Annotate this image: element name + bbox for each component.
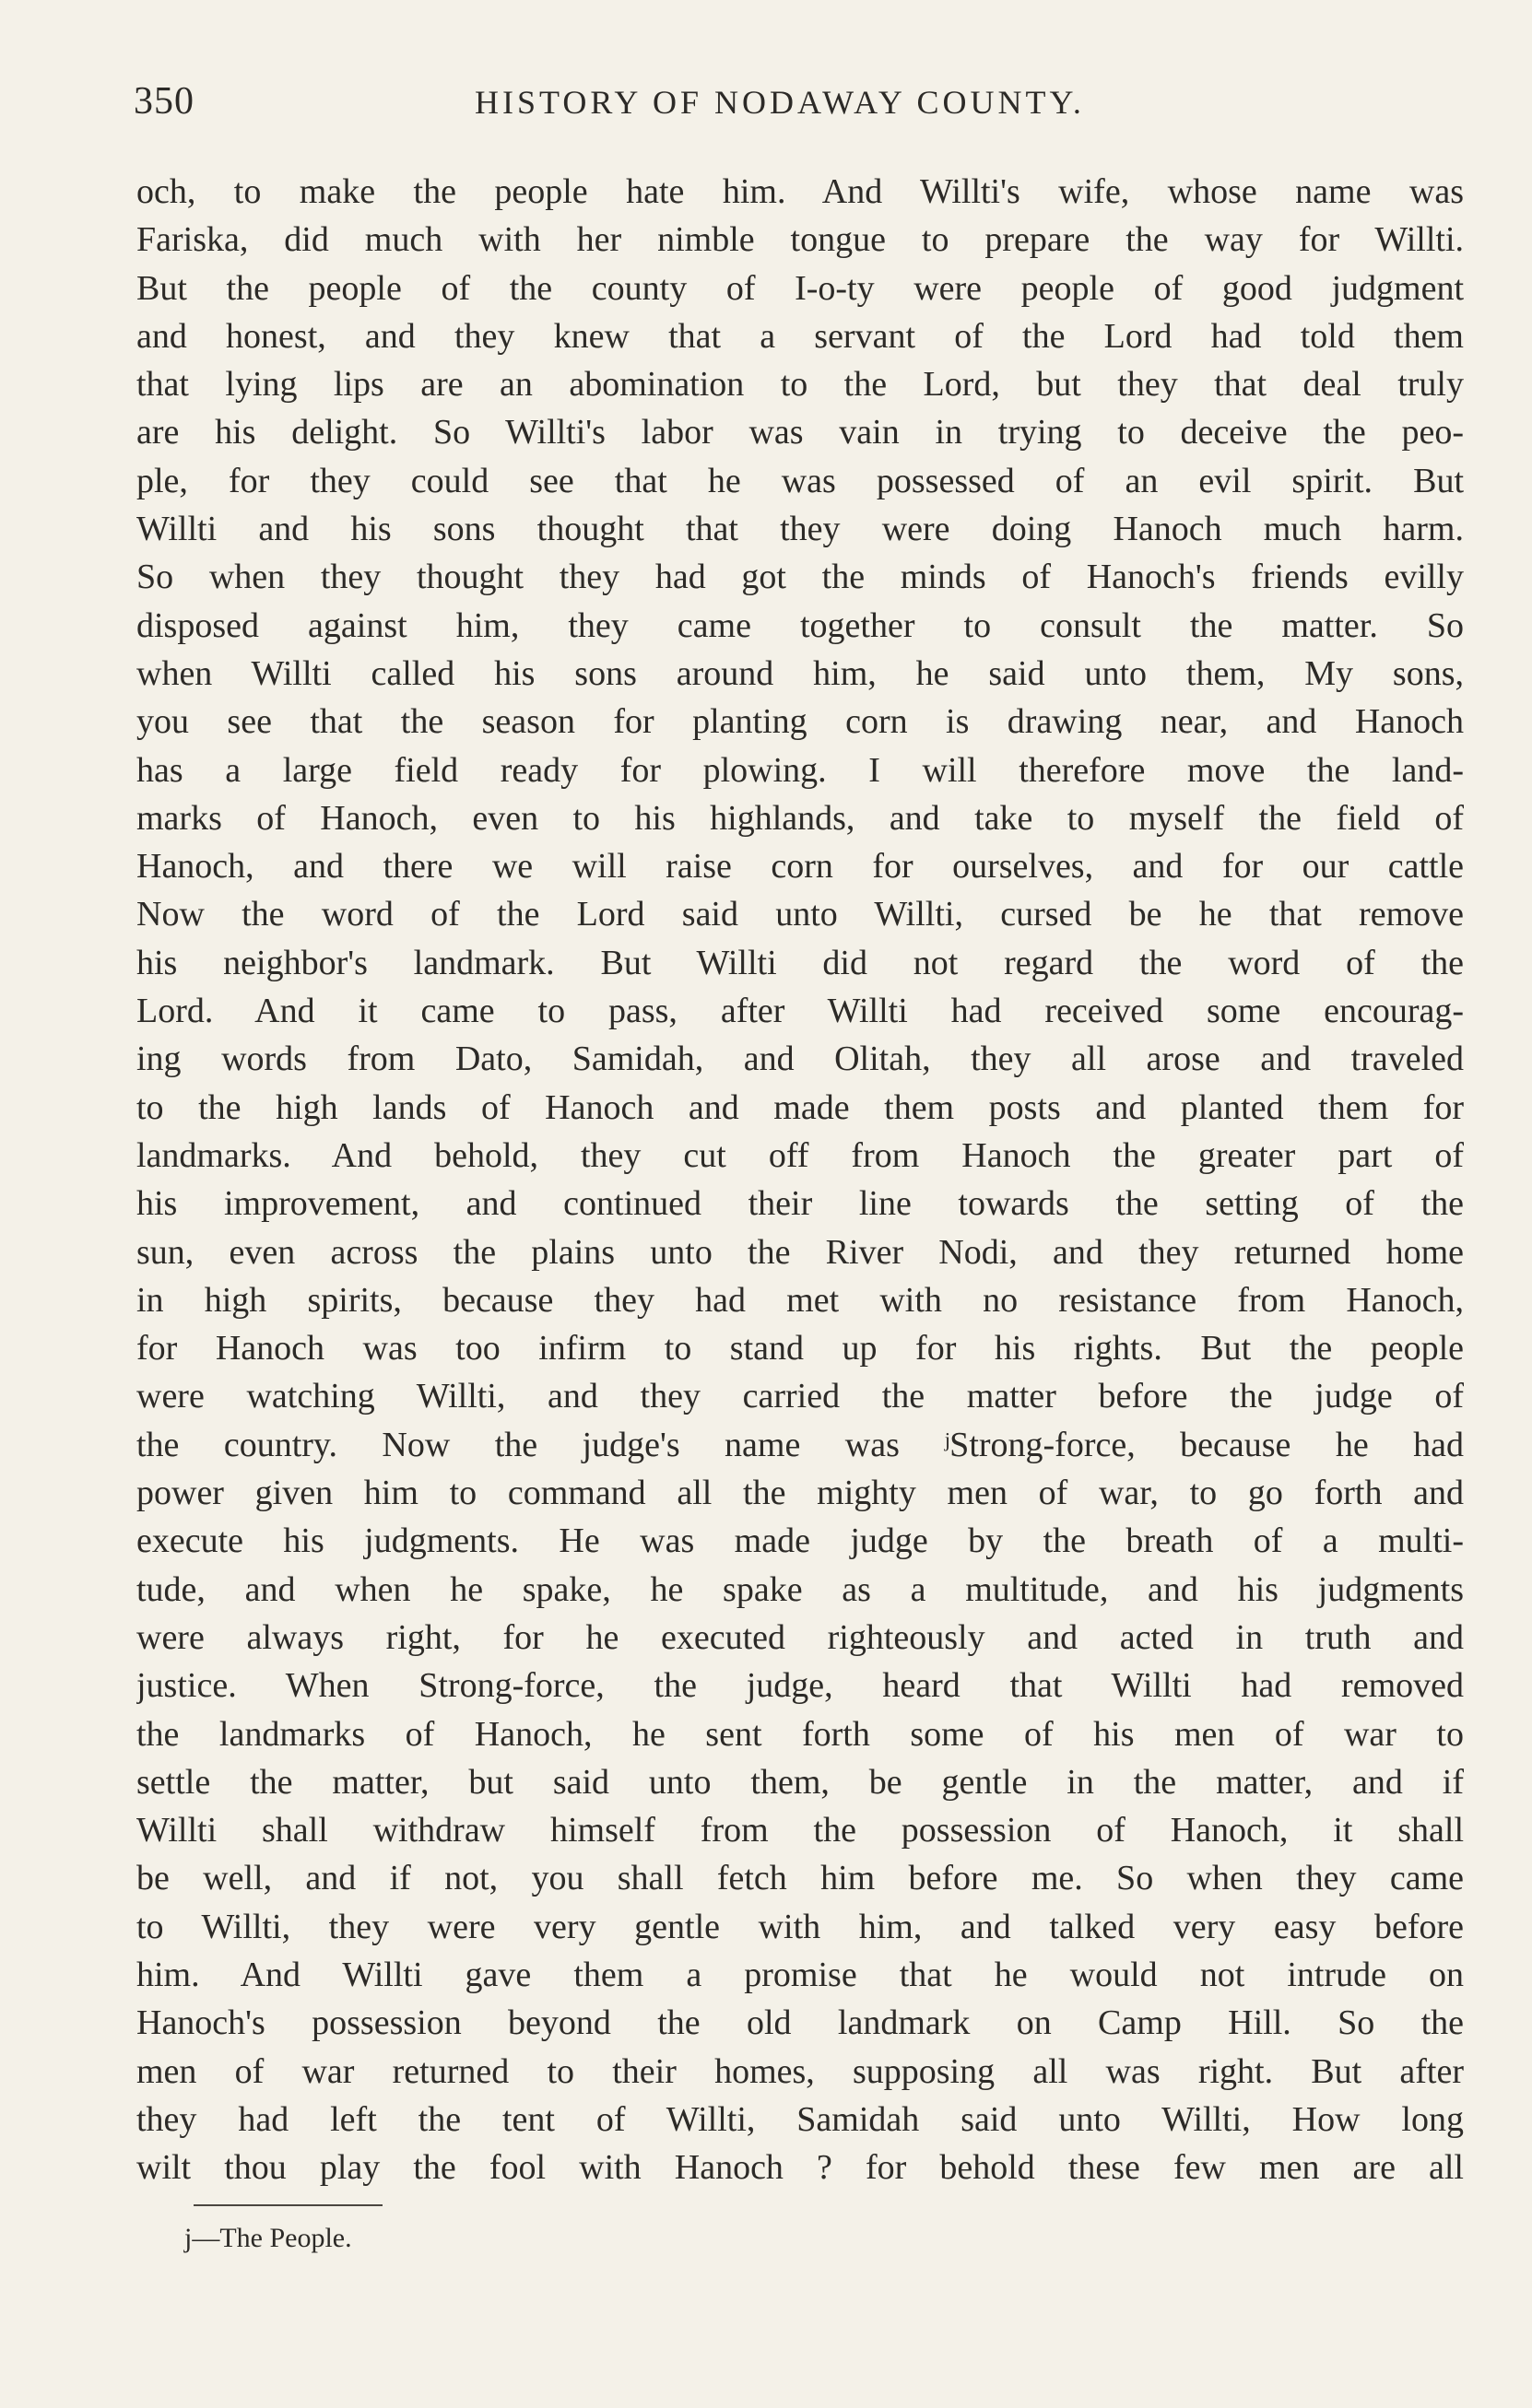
text-line: you see that the season for planting corn is drawing near, and Hanoch — [136, 702, 1464, 742]
text-line: him. And Willti gave them a promise that he would not intrude on — [136, 1955, 1464, 1994]
text-line: they had left the tent of Willti, Samidah said unto Willti, How long — [136, 2099, 1464, 2139]
text-line: tude, and when he spake, he spake as a multitude, and his judgments — [136, 1569, 1464, 1609]
text-line: ple, for they could see that he was possessed of an evil spirit. But — [136, 461, 1464, 500]
text-line: power given him to command all the mighty men of war, to go forth and — [136, 1474, 1464, 1513]
text-line: Willti shall withdraw himself from the possession of Hanoch, it shall — [136, 1811, 1464, 1850]
text-line: were always right, for he executed righteously and acted in truth and — [136, 1617, 1464, 1657]
text-line: and honest, and they knew that a servant of the Lord had told them — [136, 316, 1464, 356]
body-text — [136, 168, 1464, 2191]
text-line: for Hanoch was too infirm to stand up for his rights. But the people — [136, 1329, 1464, 1368]
text-line: to Willti, they were very gentle with him, and talked very easy before — [136, 1907, 1464, 1946]
text-line: Lord. And it came to pass, after Willti had received some encourag- — [136, 992, 1464, 1031]
text-line: Now the word of the Lord said unto Willti, cursed be he that remove — [136, 895, 1464, 934]
text-line: Hanoch's possession beyond the old landmark on Camp Hill. So the — [136, 2003, 1464, 2043]
text-line: settle the matter, but said unto them, be gentle in the matter, and if — [136, 1762, 1464, 1802]
text-line: the country. Now the judge's name was ʲStrong-force, because he had — [136, 1425, 1464, 1464]
text-line: marks of Hanoch, even to his highlands, and take to myself the field of — [136, 798, 1464, 838]
footnote: j—The People. — [184, 2223, 352, 2253]
running-title: HISTORY OF NODAWAY COUNTY. — [475, 84, 1085, 121]
text-line: ing words from Dato, Samidah, and Olitah, they all arose and traveled — [136, 1040, 1464, 1079]
text-line: Fariska, did much with her nimble tongue to prepare the way for Willti. — [136, 220, 1464, 260]
text-line: be well, and if not, you shall fetch him before me. So when they came — [136, 1859, 1464, 1898]
text-line: och, to make the people hate him. And Willti's wife, whose name was — [136, 172, 1464, 211]
page-header — [134, 79, 1470, 135]
text-line: has a large field ready for plowing. I will therefore move the land- — [136, 750, 1464, 790]
text-line: wilt thou play the fool with Hanoch ? for behold these few men are all — [136, 2148, 1464, 2188]
text-line: to the high lands of Hanoch and made them posts and planted them for — [136, 1087, 1464, 1127]
text-line: Hanoch, and there we will raise corn for ourselves, and for our cattle — [136, 847, 1464, 887]
text-line: So when they thought they had got the minds of Hanoch's friends evilly — [136, 558, 1464, 597]
text-line: disposed against him, they came together to consult the matter. So — [136, 605, 1464, 645]
text-line: when Willti called his sons around him, he said unto them, My sons, — [136, 653, 1464, 693]
text-line: his neighbor's landmark. But Willti did not regard the word of the — [136, 943, 1464, 982]
text-line: his improvement, and continued their line towards the setting of the — [136, 1184, 1464, 1224]
text-line: sun, even across the plains unto the River Nodi, and they returned home — [136, 1232, 1464, 1272]
text-line: Willti and his sons thought that they were doing Hanoch much harm. — [136, 510, 1464, 549]
text-line: execute his judgments. He was made judge by the breath of a multi- — [136, 1521, 1464, 1561]
text-line: landmarks. And behold, they cut off from Hanoch the greater part of — [136, 1135, 1464, 1175]
text-line: the landmarks of Hanoch, he sent forth some of his men of war to — [136, 1714, 1464, 1754]
footnote-rule — [194, 2204, 383, 2206]
page-number: 350 — [134, 80, 194, 123]
text-line: But the people of the county of I-o-ty were people of good judgment — [136, 268, 1464, 308]
text-line: were watching Willti, and they carried the matter before the judge of — [136, 1377, 1464, 1416]
text-line: are his delight. So Willti's labor was vain in trying to deceive the peo- — [136, 413, 1464, 452]
text-line: justice. When Strong-force, the judge, heard that Willti had removed — [136, 1666, 1464, 1706]
text-line: that lying lips are an abomination to the Lord, but they that deal truly — [136, 365, 1464, 405]
text-line: men of war returned to their homes, supposing all was right. But after — [136, 2051, 1464, 2091]
text-line: in high spirits, because they had met with no resistance from Hanoch, — [136, 1280, 1464, 1320]
